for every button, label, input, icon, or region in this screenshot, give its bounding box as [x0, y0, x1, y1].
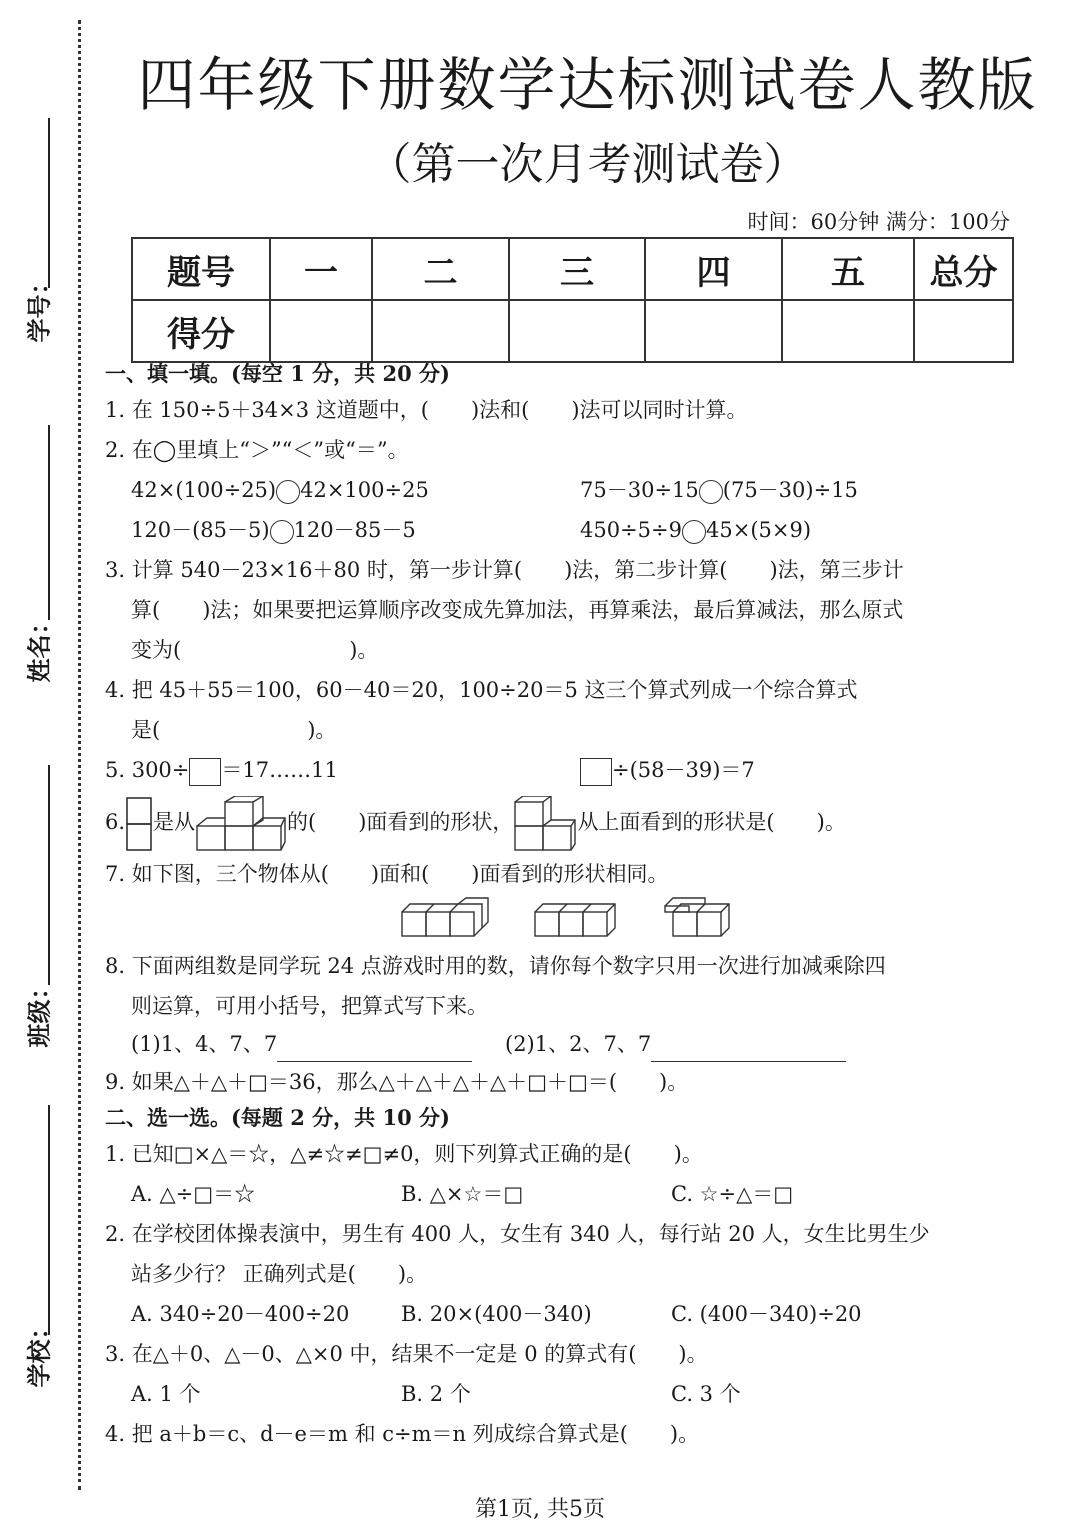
option-c[interactable]: C. 3 个 [671, 1382, 741, 1406]
q5b-suffix: ÷(58－39)＝7 [612, 758, 755, 782]
question-1-7: 7. 如下图，三个物体从( )面和( )面看到的形状相同。 [105, 862, 669, 886]
question-1-2-row-2 [105, 510, 1015, 550]
score-table-header-row [132, 238, 1013, 300]
cube-stack-figure-2 [513, 796, 577, 852]
compare-circle[interactable] [682, 520, 706, 544]
question-1-2: 2. 在◯里填上“＞”“＜”或“＝”。 [105, 438, 409, 462]
q6-text-3: 从上面看到的形状是( )。 [577, 810, 846, 834]
q8-group-1: (1)1、4、7、7 [131, 1032, 278, 1056]
exam-content [105, 358, 1015, 1454]
q5-prefix: 5. 300÷ [105, 758, 190, 782]
question-2-1-options [105, 1174, 1015, 1214]
question-1-8-line-2: 则运算，可用小括号，把算式写下来。 [131, 994, 488, 1018]
question-1-6 [105, 790, 1015, 854]
compare-d-left: 450÷5÷9 [580, 518, 682, 542]
option-a[interactable]: A. △÷□＝☆ [131, 1182, 256, 1206]
score-input-cell[interactable] [509, 300, 645, 362]
answer-box[interactable] [580, 758, 612, 786]
compare-circle[interactable] [276, 480, 300, 504]
compare-a-right: 42×100÷25 [300, 478, 429, 502]
q6-text-1: 是从 [153, 810, 196, 834]
question-2-1: 1. 已知□×△＝☆，△≠☆≠□≠0，则下列算式正确的是( )。 [105, 1142, 703, 1166]
option-a[interactable]: A. 340÷20－400÷20 [131, 1302, 350, 1326]
q5-suffix: ＝17……11 [221, 758, 338, 782]
score-input-cell[interactable] [782, 300, 914, 362]
answer-box[interactable] [189, 758, 221, 786]
score-header-cell: 总分 [914, 238, 1013, 300]
section-1-heading: 一、填一填。(每空 1 分，共 20 分) [105, 361, 450, 386]
question-1-4-line-2: 是( )。 [131, 718, 337, 742]
score-input-cell[interactable] [270, 300, 372, 362]
answer-blank[interactable] [651, 1061, 846, 1062]
option-b[interactable]: B. 20×(400－340) [401, 1302, 592, 1326]
question-2-2-line-2: 站多少行？ 正确列式是( )。 [131, 1262, 428, 1286]
score-input-cell[interactable] [914, 300, 1013, 362]
score-table-score-row [132, 300, 1013, 362]
compare-circle[interactable] [699, 480, 723, 504]
question-1-7-figures [105, 894, 1015, 946]
class-label: 班级： [25, 975, 54, 1048]
score-input-cell[interactable] [645, 300, 782, 362]
question-2-2-options [105, 1294, 1015, 1334]
question-1-8-line-1: 8. 下面两组数是同学玩 24 点游戏时用的数，请你每个数字只用一次进行加减乘除四 [105, 954, 886, 978]
cube-stack-figure [195, 796, 287, 852]
student-id-line [48, 118, 50, 288]
score-header-cell: 三 [509, 238, 645, 300]
compare-d-right: 45×(5×9) [706, 518, 812, 542]
answer-blank[interactable] [277, 1061, 472, 1062]
student-id-label: 学号： [25, 270, 54, 343]
object-2 [535, 904, 615, 936]
question-2-2-line-1: 2. 在学校团体操表演中，男生有 400 人，女生有 340 人，每行站 20 人，女生比男生少 [105, 1222, 930, 1246]
school-label: 学校： [25, 1315, 54, 1388]
object-1 [402, 898, 488, 936]
question-1-9: 9. 如果△＋△＋□＝36，那么△＋△＋△＋△＋□＋□＝( )。 [105, 1070, 689, 1094]
question-1-4-line-1: 4. 把 45＋55＝100，60－40＝20，100÷20＝5 这三个算式列成一个综合算式 [105, 678, 858, 702]
option-c[interactable]: C. ☆÷△＝□ [671, 1182, 794, 1206]
question-1-3-line-1: 3. 计算 540－23×16＋80 时，第一步计算( )法，第二步计算( )法，第三步计 [105, 558, 904, 582]
q8-group-2: (2)1、2、7、7 [505, 1032, 652, 1056]
question-1-3-line-3: 变为( )。 [131, 638, 379, 662]
score-header-cell: 四 [645, 238, 782, 300]
score-header-cell: 二 [372, 238, 509, 300]
question-1-5 [105, 750, 1015, 790]
school-line [48, 1105, 50, 1335]
page-title: 四年级下册数学达标测试卷人教版 [137, 51, 1038, 119]
compare-b-left: 75－30÷15 [580, 478, 699, 502]
question-2-3: 3. 在△＋0、△－0、△×0 中，结果不一定是 0 的算式有( )。 [105, 1342, 708, 1366]
section-2-heading: 二、选一选。(每题 2 分，共 10 分) [105, 1105, 450, 1130]
question-1-2-row-1 [105, 470, 1015, 510]
three-objects-figure [105, 894, 1015, 942]
page-footer: 第1页, 共5页 [475, 1497, 605, 1522]
class-line [48, 765, 50, 985]
score-header-cell: 题号 [132, 238, 270, 300]
question-1-8-answers [105, 1026, 1015, 1062]
q6-number: 6. [105, 810, 126, 834]
option-c[interactable]: C. (400－340)÷20 [671, 1302, 862, 1326]
score-table [131, 237, 1014, 363]
score-input-cell[interactable] [372, 300, 509, 362]
option-b[interactable]: B. 2 个 [401, 1382, 471, 1406]
q6-text-2: 的( )面看到的形状， [287, 810, 514, 834]
compare-circle[interactable] [270, 520, 294, 544]
score-header-cell: 一 [270, 238, 372, 300]
object-3 [665, 898, 729, 936]
option-b[interactable]: B. △×☆＝□ [401, 1182, 524, 1206]
question-2-3-options [105, 1374, 1015, 1414]
score-header-cell: 五 [782, 238, 914, 300]
two-square-column-figure [125, 796, 153, 852]
question-1-1: 1. 在 150÷5＋34×3 这道题中，( )法和( )法可以同时计算。 [105, 398, 748, 422]
time-info: 时间：60分钟 满分：100分 [747, 210, 1010, 234]
binding-dotted-line [78, 20, 81, 1490]
score-row-label: 得分 [132, 300, 270, 362]
option-a[interactable]: A. 1 个 [131, 1382, 201, 1406]
question-2-4: 4. 把 a＋b＝c、d－e＝m 和 c÷m＝n 列成综合算式是( )。 [105, 1422, 700, 1446]
compare-c-right: 120－85－5 [293, 518, 416, 542]
compare-c-left: 120－(85－5) [131, 518, 270, 542]
question-1-3-line-2: 算( )法；如果要把运算顺序改变成先算加法，再算乘法，最后算减法，那么原式 [131, 598, 904, 622]
name-line [48, 425, 50, 620]
name-label: 姓名： [25, 610, 54, 683]
compare-b-right: (75－30)÷15 [722, 478, 858, 502]
page-subtitle: （第一次月考测试卷） [367, 139, 808, 190]
compare-a-left: 42×(100÷25) [131, 478, 277, 502]
